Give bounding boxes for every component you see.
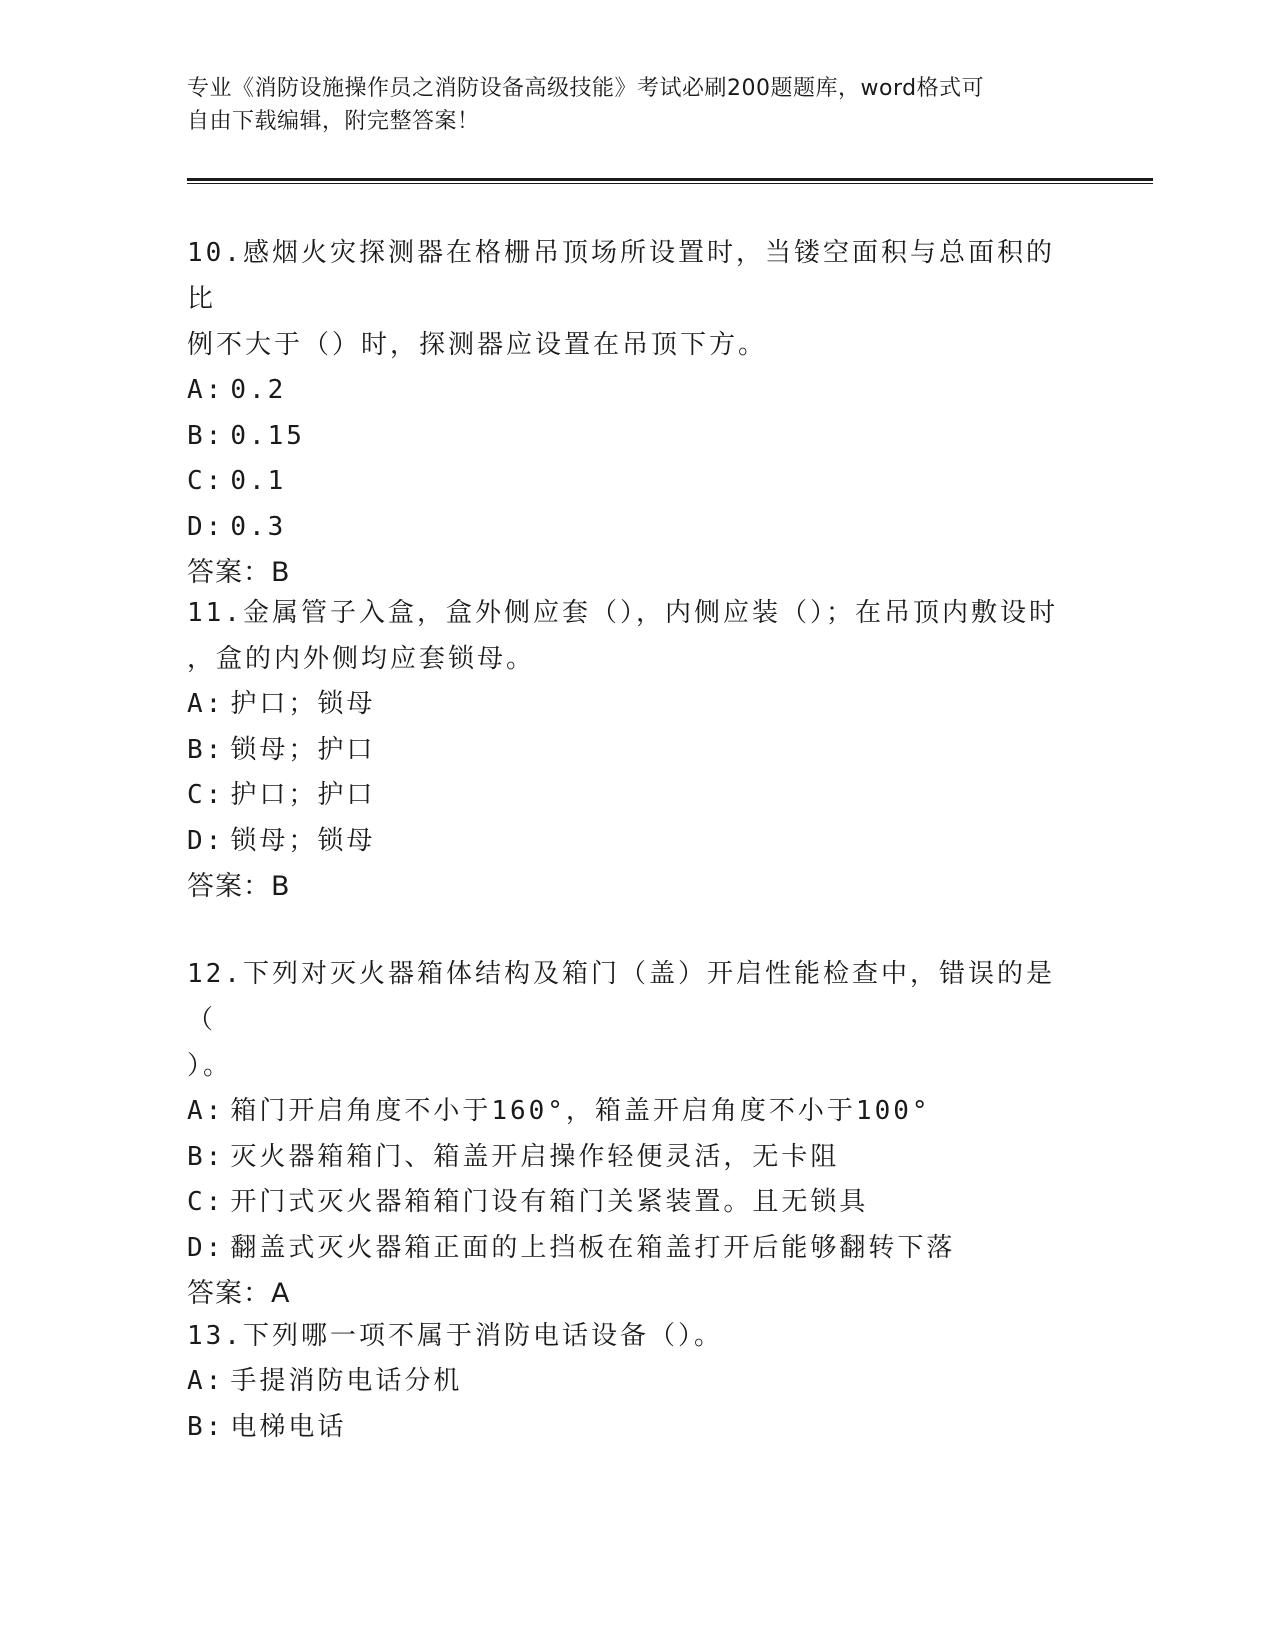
question-stem-line: ，盒的内外侧均应套锁母。 xyxy=(187,644,536,674)
option-a xyxy=(187,368,1077,414)
option-text: 护口；锁母 xyxy=(230,689,376,719)
option-a xyxy=(187,682,1077,728)
question-stem-line: 例不大于（）时，探测器应设置在吊顶下方。 xyxy=(187,330,768,360)
option-separator: : xyxy=(205,1096,225,1126)
document-header xyxy=(187,72,1067,138)
option-letter: B xyxy=(187,1411,206,1442)
option-separator: : xyxy=(205,466,225,496)
question-12 xyxy=(187,951,1077,1317)
option-letter: A xyxy=(187,375,206,405)
answer-line: 答案：A xyxy=(187,1278,291,1309)
answer-line: 答案：B xyxy=(187,871,291,902)
header-title-line-1: 专业《消防设施操作员之消防设备高级技能》考试必刷200题题库，word格式可 xyxy=(187,76,985,101)
answer-line: 答案：B xyxy=(187,557,291,588)
option-letter: D xyxy=(187,1232,206,1263)
option-letter: B xyxy=(187,734,206,765)
option-letter: A xyxy=(187,1096,206,1126)
option-text: 0.1 xyxy=(230,466,287,496)
option-text: 锁母；护口 xyxy=(230,734,376,765)
question-stem-line: 10.感烟火灾探测器在格栅吊顶场所设置时，当镂空面积与总面积的比 xyxy=(187,238,1055,314)
option-separator: : xyxy=(205,780,225,810)
question-stem-line: 11.金属管子入盒，盒外侧应套（），内侧应装（）；在吊顶内敷设时 xyxy=(187,598,1058,628)
question-stem-line: 13.下列哪一项不属于消防电话设备（）。 xyxy=(187,1321,723,1351)
option-d xyxy=(187,1226,1077,1272)
option-a xyxy=(187,1359,1077,1405)
option-separator: : xyxy=(205,1141,225,1172)
question-13 xyxy=(187,1313,1077,1450)
question-10 xyxy=(187,230,1077,596)
option-b xyxy=(187,1405,1077,1451)
option-separator: : xyxy=(205,734,225,765)
option-text: 翻盖式灭火器箱正面的上挡板在箱盖打开后能够翻转下落 xyxy=(230,1232,956,1263)
option-letter: A xyxy=(187,689,206,719)
option-text: 灭火器箱箱门、箱盖开启操作轻便灵活，无卡阻 xyxy=(230,1141,840,1172)
option-separator: : xyxy=(205,420,225,451)
option-text: 0.3 xyxy=(230,511,287,542)
option-letter: A xyxy=(187,1366,206,1396)
option-b xyxy=(187,728,1077,774)
option-text: 护口；护口 xyxy=(230,780,376,810)
option-c xyxy=(187,773,1077,819)
option-a xyxy=(187,1089,1077,1135)
question-11 xyxy=(187,590,1077,910)
option-separator: : xyxy=(205,1366,225,1396)
option-letter: D xyxy=(187,511,206,542)
option-separator: : xyxy=(205,1232,225,1263)
option-separator: : xyxy=(205,689,225,719)
question-stem-line: 12.下列对灭火器箱体结构及箱门（盖）开启性能检查中，错误的是（ xyxy=(187,959,1055,1035)
option-separator: : xyxy=(205,1411,225,1442)
option-c xyxy=(187,1180,1077,1226)
option-separator: : xyxy=(205,375,225,405)
option-letter: C xyxy=(187,780,206,810)
option-separator: : xyxy=(205,1187,225,1217)
option-letter: C xyxy=(187,466,206,496)
header-divider-thin xyxy=(187,183,1153,184)
option-b xyxy=(187,414,1077,460)
option-text: 0.15 xyxy=(230,420,305,451)
option-text: 0.2 xyxy=(230,375,287,405)
option-text: 电梯电话 xyxy=(230,1411,347,1442)
option-letter: D xyxy=(187,825,206,856)
option-c xyxy=(187,459,1077,505)
option-text: 开门式灭火器箱箱门设有箱门关紧装置。且无锁具 xyxy=(230,1187,869,1217)
option-letter: C xyxy=(187,1187,206,1217)
option-b xyxy=(187,1135,1077,1181)
option-letter: B xyxy=(187,420,206,451)
question-stem-line: ）。 xyxy=(187,1051,233,1081)
option-letter: B xyxy=(187,1141,206,1172)
option-d xyxy=(187,505,1077,551)
option-d xyxy=(187,819,1077,865)
option-text: 锁母；锁母 xyxy=(230,825,376,856)
option-separator: : xyxy=(205,511,225,542)
option-text: 手提消防电话分机 xyxy=(230,1366,463,1396)
option-separator: : xyxy=(205,825,225,856)
header-divider-thick xyxy=(187,178,1153,181)
option-text: 箱门开启角度不小于160°，箱盖开启角度不小于100° xyxy=(230,1096,931,1126)
header-title-line-2: 自由下载编辑，附完整答案！ xyxy=(187,109,480,134)
